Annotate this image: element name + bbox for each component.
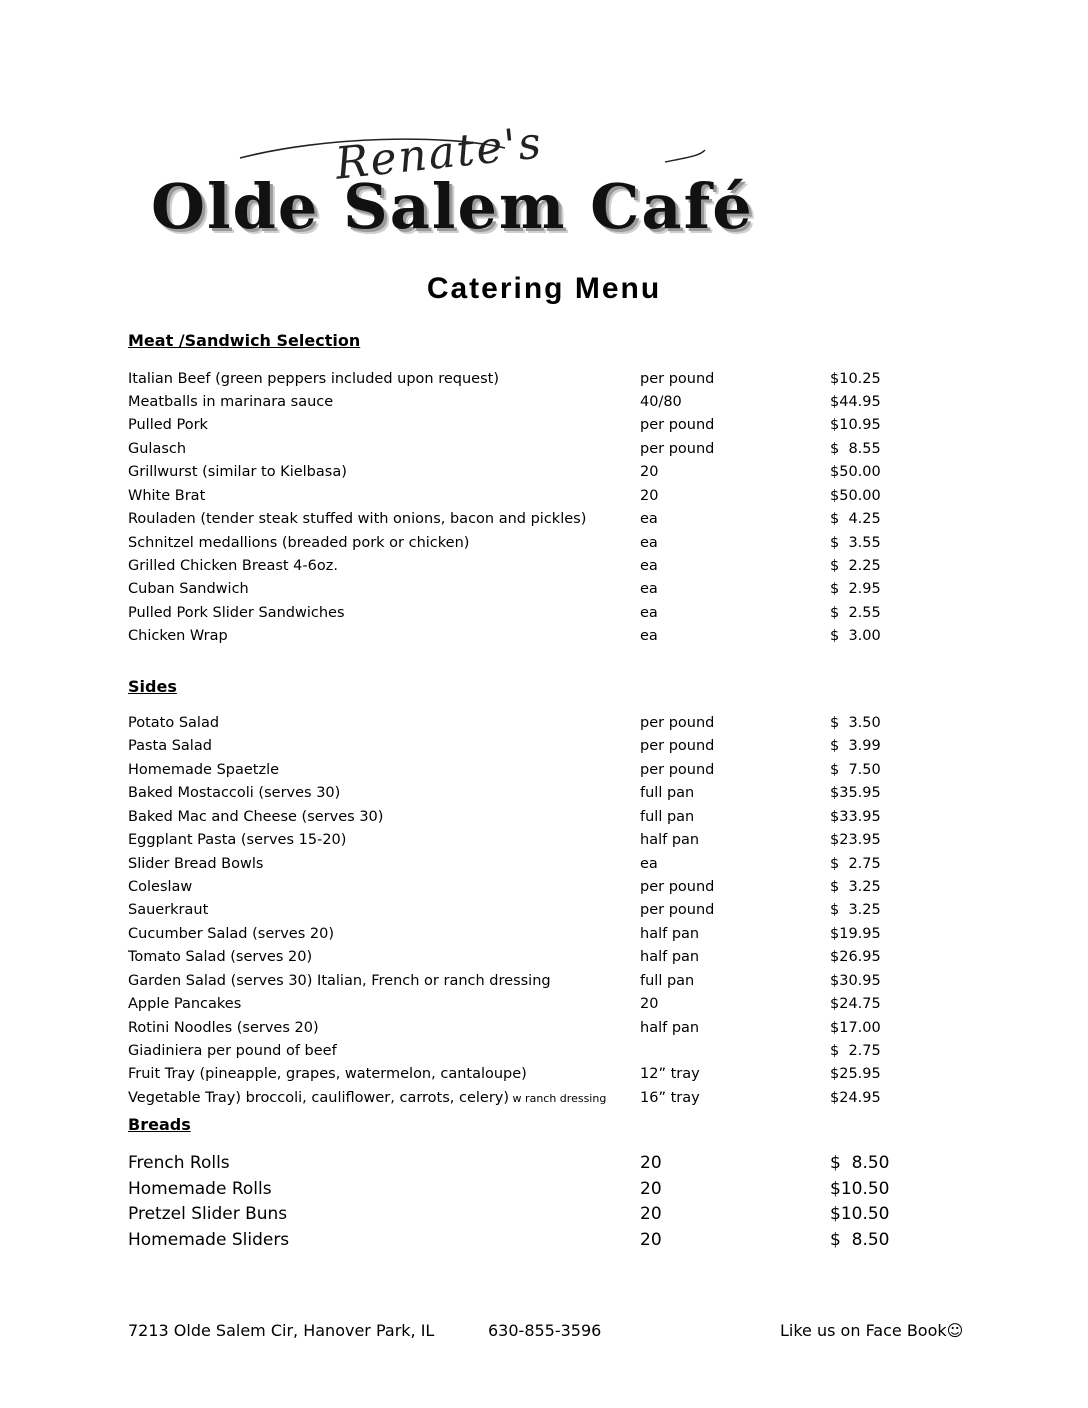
item-unit: 20 [640, 996, 659, 1012]
menu-row [128, 832, 888, 854]
menu-row [128, 558, 888, 580]
item-name: Cucumber Salad (serves 20) [128, 926, 334, 942]
item-price: $33.95 [830, 809, 881, 825]
item-price: $ 3.99 [830, 738, 881, 754]
item-price: $30.95 [830, 973, 881, 989]
menu-row [128, 581, 888, 603]
item-unit: per pound [640, 738, 715, 754]
item-price: $ 2.25 [830, 558, 881, 574]
menu-row [128, 1066, 888, 1088]
item-name: Coleslaw [128, 879, 193, 895]
item-price: $24.95 [830, 1090, 881, 1106]
menu-row [128, 738, 888, 760]
item-name [128, 1090, 606, 1106]
menu-row [128, 417, 888, 439]
section-heading-breads: Breads [128, 1115, 191, 1134]
item-unit: ea [640, 628, 658, 644]
item-note: w ranch dressing [509, 1092, 607, 1105]
item-name: Eggplant Pasta (serves 15-20) [128, 832, 347, 848]
item-price: $17.00 [830, 1020, 881, 1036]
item-unit: full pan [640, 785, 695, 801]
item-price: $ 3.50 [830, 715, 881, 731]
section-heading-meat: Meat /Sandwich Selection [128, 331, 361, 350]
item-price: $10.25 [830, 371, 881, 387]
item-name: Meatballs in marinara sauce [128, 394, 334, 410]
item-unit: per pound [640, 902, 715, 918]
menu-row [128, 856, 888, 878]
item-unit: per pound [640, 715, 715, 731]
item-unit: 20 [640, 464, 659, 480]
item-name: Potato Salad [128, 715, 220, 731]
menu-row [128, 1090, 888, 1112]
item-name: French Rolls [128, 1153, 230, 1173]
menu-row [128, 715, 888, 737]
menu-row [128, 488, 888, 510]
item-unit: per pound [640, 371, 715, 387]
item-price: $25.95 [830, 1066, 881, 1082]
menu-row [128, 1043, 888, 1065]
item-name: Italian Beef (green peppers included upon request) [128, 371, 500, 387]
item-unit: 20 [640, 1179, 662, 1199]
item-name: Homemade Sliders [128, 1230, 290, 1250]
menu-row [128, 926, 888, 948]
item-name: Schnitzel medallions (breaded pork or chicken) [128, 535, 470, 551]
menu-row [128, 996, 888, 1018]
item-price: $ 2.55 [830, 605, 881, 621]
item-unit: 20 [640, 1204, 662, 1224]
item-name: Gulasch [128, 441, 187, 457]
item-price: $ 8.50 [830, 1230, 890, 1250]
item-unit: per pound [640, 762, 715, 778]
footer-social: Like us on Face Book☺ [780, 1321, 964, 1340]
item-unit: half pan [640, 1020, 700, 1036]
item-price: $ 8.50 [830, 1153, 890, 1173]
item-unit: half pan [640, 949, 700, 965]
item-name: Apple Pancakes [128, 996, 242, 1012]
cafe-logo [145, 117, 865, 243]
item-price: $10.95 [830, 417, 881, 433]
item-name: Pulled Pork [128, 417, 208, 433]
menu-row [128, 1230, 888, 1252]
item-unit: half pan [640, 832, 700, 848]
item-unit: 16” tray [640, 1090, 700, 1106]
item-unit: per pound [640, 417, 715, 433]
item-unit: 40/80 [640, 394, 682, 410]
item-unit: full pan [640, 973, 695, 989]
section-heading-sides: Sides [128, 677, 177, 696]
item-price: $ 3.25 [830, 879, 881, 895]
item-price: $ 2.75 [830, 856, 881, 872]
menu-row [128, 902, 888, 924]
item-unit: 20 [640, 1230, 662, 1250]
item-price: $19.95 [830, 926, 881, 942]
item-name: Sauerkraut [128, 902, 209, 918]
page-title: Catering Menu [426, 272, 662, 305]
menu-row [128, 394, 888, 416]
item-price: $ 4.25 [830, 511, 881, 527]
item-price: $ 2.75 [830, 1043, 881, 1059]
item-unit: 20 [640, 1153, 662, 1173]
item-price: $44.95 [830, 394, 881, 410]
item-name: Slider Bread Bowls [128, 856, 264, 872]
item-unit: 12” tray [640, 1066, 700, 1082]
item-name: Giadiniera per pound of beef [128, 1043, 337, 1059]
menu-row [128, 464, 888, 486]
item-unit: per pound [640, 879, 715, 895]
item-price: $ 3.25 [830, 902, 881, 918]
item-name: Grilled Chicken Breast 4-6oz. [128, 558, 338, 574]
item-unit: ea [640, 856, 658, 872]
item-unit: full pan [640, 809, 695, 825]
item-price: $35.95 [830, 785, 881, 801]
menu-row [128, 441, 888, 463]
menu-row [128, 511, 888, 533]
item-unit: ea [640, 605, 658, 621]
item-name: Rouladen (tender steak stuffed with onions, bacon and pickles) [128, 511, 587, 527]
item-price: $ 2.95 [830, 581, 881, 597]
item-name: Rotini Noodles (serves 20) [128, 1020, 319, 1036]
item-price: $10.50 [830, 1179, 890, 1199]
item-price: $23.95 [830, 832, 881, 848]
item-unit: ea [640, 535, 658, 551]
logo-script-text: Renate's [332, 117, 546, 190]
item-name: Baked Mac and Cheese (serves 30) [128, 809, 384, 825]
item-price: $50.00 [830, 488, 881, 504]
footer-phone: 630-855-3596 [488, 1321, 602, 1340]
menu-row [128, 628, 888, 650]
item-price: $10.50 [830, 1204, 890, 1224]
item-name: Baked Mostaccoli (serves 30) [128, 785, 341, 801]
item-name: Garden Salad (serves 30) Italian, French or ranch dressing [128, 973, 551, 989]
menu-row [128, 809, 888, 831]
footer-address: 7213 Olde Salem Cir, Hanover Park, IL [128, 1321, 435, 1340]
item-unit: half pan [640, 926, 700, 942]
menu-row [128, 785, 888, 807]
item-name: White Brat [128, 488, 206, 504]
item-price: $50.00 [830, 464, 881, 480]
menu-row [128, 973, 888, 995]
item-price: $ 8.55 [830, 441, 881, 457]
item-price: $24.75 [830, 996, 881, 1012]
menu-row [128, 879, 888, 901]
menu-row [128, 371, 888, 393]
item-unit: ea [640, 511, 658, 527]
item-unit: ea [640, 558, 658, 574]
item-name: Grillwurst (similar to Kielbasa) [128, 464, 347, 480]
menu-row [128, 1153, 888, 1175]
item-price: $26.95 [830, 949, 881, 965]
menu-row [128, 949, 888, 971]
item-name: Chicken Wrap [128, 628, 228, 644]
menu-row [128, 1204, 888, 1226]
item-name: Pulled Pork Slider Sandwiches [128, 605, 345, 621]
menu-row [128, 535, 888, 557]
item-name: Homemade Spaetzle [128, 762, 280, 778]
item-name: Fruit Tray (pineapple, grapes, watermelon, cantaloupe) [128, 1066, 527, 1082]
item-name: Tomato Salad (serves 20) [128, 949, 313, 965]
menu-row [128, 762, 888, 784]
item-unit: 20 [640, 488, 659, 504]
item-name: Pasta Salad [128, 738, 212, 754]
item-unit: per pound [640, 441, 715, 457]
item-price: $ 3.55 [830, 535, 881, 551]
item-price: $ 7.50 [830, 762, 881, 778]
item-name-main: Vegetable Tray) broccoli, cauliflower, carrots, celery) [128, 1090, 510, 1106]
menu-row [128, 1179, 888, 1201]
item-name: Cuban Sandwich [128, 581, 249, 597]
menu-row [128, 605, 888, 627]
logo-main-text: Olde Salem Café [151, 170, 754, 243]
item-unit: ea [640, 581, 658, 597]
menu-row [128, 1020, 888, 1042]
item-name: Homemade Rolls [128, 1179, 272, 1199]
item-name: Pretzel Slider Buns [128, 1204, 288, 1224]
item-price: $ 3.00 [830, 628, 881, 644]
